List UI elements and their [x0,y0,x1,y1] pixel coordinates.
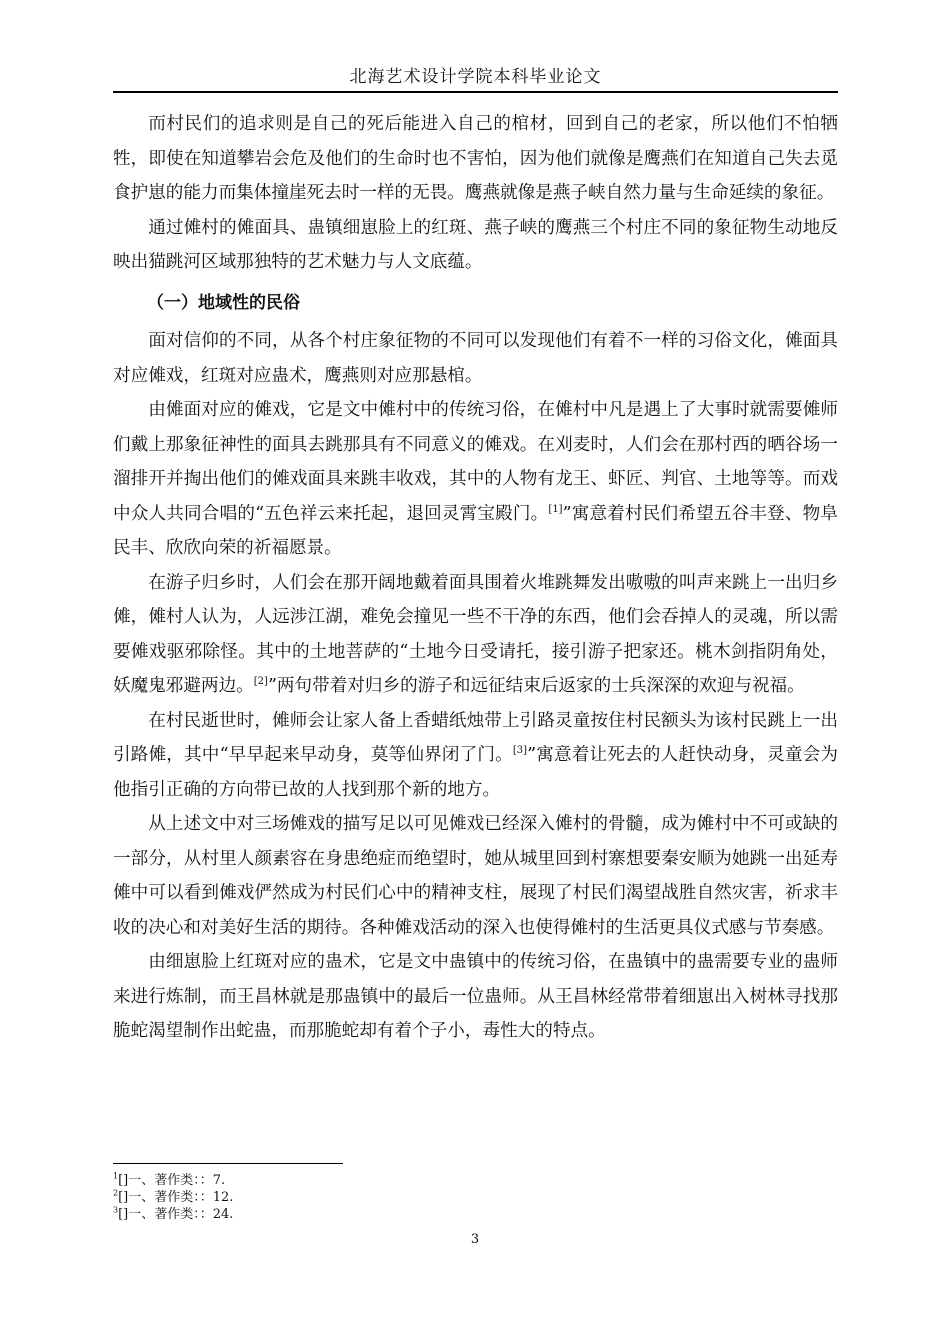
paragraph-text: ”寓意着村民们希望五谷丰登、物阜民丰、欣欣向荣的祈福愿景。 [113,503,838,558]
footnote [113,1206,233,1223]
section-heading: （一）地域性的民俗 [147,292,300,313]
page-header: 北海艺术设计学院本科毕业论文 [349,67,602,87]
header-divider [113,91,838,93]
paragraph-text: 在游子归乡时，人们会在那开阔地戴着面具围着火堆跳舞发出嗷嗷的叫声来跳上一出归乡傩，傩村人认为，人远涉江湖，难免会撞见一些不干净的东西，他们会吞掉人的灵魂，所以需要傩戏驱邪除怪。其中的土地菩萨的“土地今日受请托，接引游子把家还。桃木剑指阴角处，妖魔鬼邪避两边。 [113,572,838,696]
citation-ref[interactable]: [2] [253,676,268,688]
paragraph [113,945,838,1049]
footnote-divider [113,1163,343,1164]
paragraph-text: 由傩面对应的傩戏，它是文中傩村中的传统习俗，在傩村中凡是遇上了大事时就需要傩师们戴上那象征神性的面具去跳那具有不同意义的傩戏。在刈麦时，人们会在那村西的晒谷场一溜排开并掏出他们的傩戏面具来跳丰收戏，其中的人物有龙王、虾匠、判官、土地等等。而戏中众人共同合唱的“五色祥云来托起，退回灵霄宝殿门。 [113,400,838,524]
footnote-text: []一、著作类：：24. [118,1207,234,1222]
paragraph-text: 面对信仰的不同，从各个村庄象征物的不同可以发现他们有着不一样的习俗文化，傩面具对应傩戏，红斑对应蛊术，鹰燕则对应那悬棺。 [113,331,838,386]
footnote [113,1172,233,1189]
paragraph-text: 由细崽脸上红斑对应的蛊术，它是文中蛊镇中的传统习俗，在蛊镇中的蛊需要专业的蛊师来进行炼制，而王昌林就是那蛊镇中的最后一位蛊师。从王昌林经常带着细崽出入树林寻找那脆蛇渴望制作出蛇蛊，而那脆蛇却有着个子小，毒性大的特点。 [113,952,838,1041]
footnotes [113,1172,233,1223]
footnote [113,1189,233,1206]
paragraph-text: 在村民逝世时，傩师会让家人备上香蜡纸烛带上引路灵童按住村民额头为该村民跳上一出引路傩，其中“早早起来早动身，莫等仙界闭了门。 [113,710,838,765]
citation-ref[interactable]: [3] [512,745,528,757]
paragraph: 而村民们的追求则是自己的死后能进入自己的棺材，回到自己的老家，所以他们不怕牺牲，即使在知道攀岩会危及他们的生命时也不害怕，因为他们就像是鹰燕们在知道自己失去觅食护崽的能力而集体撞崖死去时一样的无畏。鹰燕就像是燕子峡自然力量与生命延续的象征。 [113,114,838,203]
footnote-text: []一、著作类：：12. [118,1190,234,1205]
footnote-mark: 2 [113,1188,119,1198]
footnote-text: []一、著作类：：7. [118,1173,226,1188]
footnote-mark: 1 [113,1171,119,1181]
paragraph [113,324,838,393]
paragraph [113,393,838,566]
paragraph-text: 从上述文中对三场傩戏的描写足以可见傩戏已经深入傩村的骨髓，成为傩村中不可或缺的一部分，从村里人颜素容在身患绝症而绝望时，她从城里回到村寨想要秦安顺为她跳一出延寿傩中可以看到傩戏俨然成为村民们心中的精神支柱，展现了村民们渴望战胜自然灾害，祈求丰收的决心和对美好生活的期待。各种傩戏活动的深入也使得傩村的生活更具仪式感与节奏感。 [113,814,838,938]
paragraph [113,566,838,704]
citation-ref[interactable]: [1] [548,503,563,515]
paragraph-text: ”寓意着让死去的人赶快动身，灵童会为他指引正确的方向带已故的人找到那个新的地方。 [113,745,839,800]
body-text [113,107,838,1049]
footnote-mark: 3 [113,1205,119,1215]
paragraph-text: ”两句带着对归乡的游子和远征结束后返家的士兵深深的欢迎与祝福。 [267,676,805,696]
page-number: 3 [470,1232,480,1247]
paragraph [113,807,838,945]
paragraph: 通过傩村的傩面具、蛊镇细崽脸上的红斑、燕子峡的鹰燕三个村庄不同的象征物生动地反映出猫跳河区域那独特的艺术魅力与人文底蕴。 [113,217,838,272]
paragraph [113,704,838,808]
